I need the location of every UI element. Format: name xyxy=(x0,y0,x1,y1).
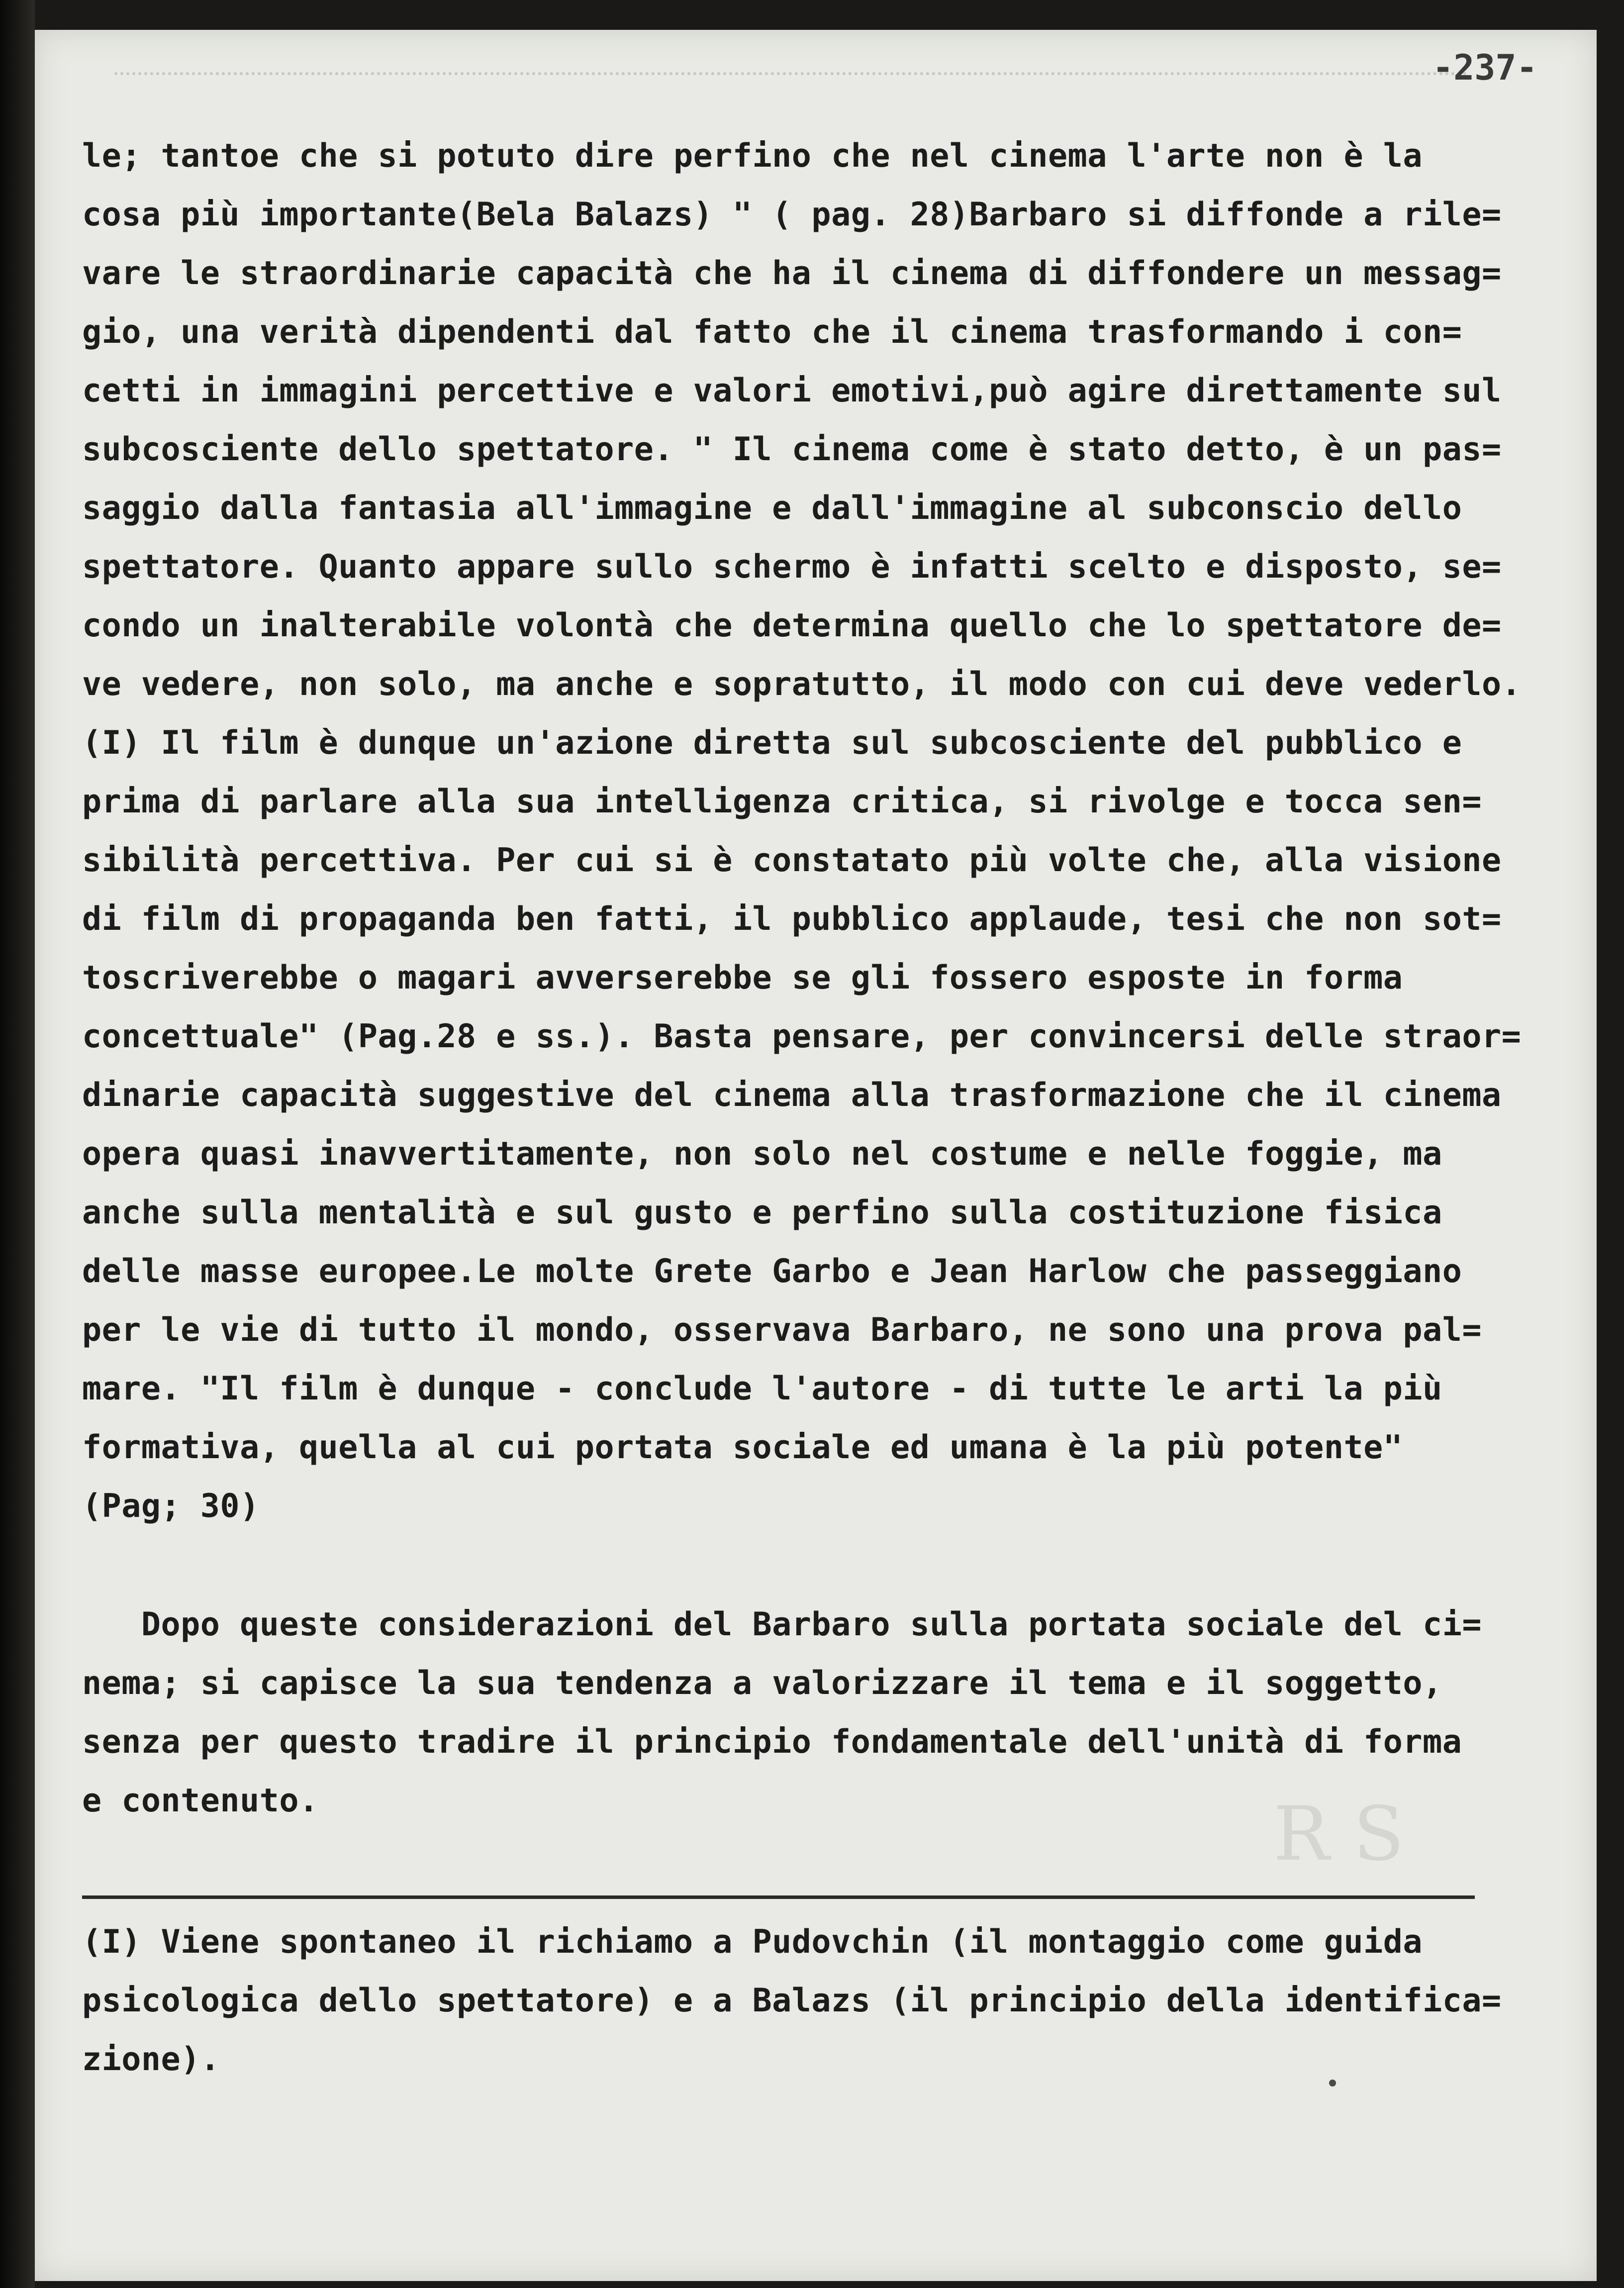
paragraph-gap xyxy=(82,1536,1549,1595)
text-line: formativa, quella al cui portata sociale ed umana è la più potente" xyxy=(82,1429,1403,1466)
text-line: senza per questo tradire il principio fondamentale dell'unità di forma xyxy=(82,1723,1462,1761)
faint-header-strip xyxy=(114,72,1467,82)
footnote-line: (I) Viene spontaneo il richiamo a Pudovchin (il montaggio come guida xyxy=(82,1923,1423,1961)
binding-shadow xyxy=(0,0,35,2288)
footnote-block xyxy=(82,1913,1549,2089)
page-number: -237- xyxy=(1433,47,1537,88)
text-line: ve vedere, non solo, ma anche e sopratutto, il modo con cui deve vederlo. xyxy=(82,666,1522,703)
text-line: condo un inalterabile volontà che determina quello che lo spettatore de= xyxy=(82,607,1502,644)
text-line: cetti in immagini percettive e valori emotivi,può agire direttamente sul xyxy=(82,372,1502,409)
text-line: nema; si capisce la sua tendenza a valorizzare il tema e il soggetto, xyxy=(82,1665,1442,1702)
text-line: opera quasi inavvertitamente, non solo nel costume e nelle foggie, ma xyxy=(82,1135,1442,1173)
footnote-divider xyxy=(82,1895,1475,1899)
text-line: Dopo queste considerazioni del Barbaro sulla portata sociale del ci= xyxy=(82,1606,1482,1643)
text-line: per le vie di tutto il mondo, osservava Barbaro, ne sono una prova pal= xyxy=(82,1311,1482,1349)
main-text-block xyxy=(82,127,1549,1830)
text-line: subcosciente dello spettatore. " Il cinema come è stato detto, è un pas= xyxy=(82,431,1502,468)
text-line: (I) Il film è dunque un'azione diretta sul subcosciente del pubblico e xyxy=(82,724,1462,762)
text-line: vare le straordinarie capacità che ha il cinema di diffondere un messag= xyxy=(82,255,1502,292)
text-line: mare. "Il film è dunque - conclude l'autore - di tutte le arti la più xyxy=(82,1370,1442,1407)
text-line: anche sulla mentalità e sul gusto e perfino sulla costituzione fisica xyxy=(82,1194,1442,1231)
text-line: le; tantoe che si potuto dire perfino che nel cinema l'arte non è la xyxy=(82,137,1423,175)
footnote-line: zione). xyxy=(82,2041,220,2078)
text-line: dinarie capacità suggestive del cinema alla trasformazione che il cinema xyxy=(82,1077,1502,1114)
text-line: e contenuto. xyxy=(82,1782,319,1819)
text-line: (Pag; 30) xyxy=(82,1488,260,1525)
text-line: sibilità percettiva. Per cui si è constatato più volte che, alla visione xyxy=(82,842,1502,879)
text-line: prima di parlare alla sua intelligenza critica, si rivolge e tocca sen= xyxy=(82,783,1482,820)
text-line: toscriverebbe o magari avverserebbe se gli fossero esposte in forma xyxy=(82,959,1403,996)
text-line: saggio dalla fantasia all'immagine e dall'immagine al subconscio dello xyxy=(82,490,1462,527)
text-line: gio, una verità dipendenti dal fatto che il cinema trasformando i con= xyxy=(82,313,1462,351)
footnote-line: psicologica dello spettatore) e a Balazs (il principio della identifica= xyxy=(82,1982,1502,2019)
faint-stamp: R S xyxy=(1273,1791,1405,1878)
text-line: concettuale" (Pag.28 e ss.). Basta pensare, per convincersi delle straor= xyxy=(82,1018,1522,1055)
text-line: cosa più importante(Bela Balazs) " ( pag. 28)Barbaro si diffonde a rile= xyxy=(82,196,1502,233)
text-line: delle masse europee.Le molte Grete Garbo e Jean Harlow che passeggiano xyxy=(82,1253,1462,1290)
text-line: spettatore. Quanto appare sullo schermo è infatti scelto e disposto, se= xyxy=(82,548,1502,586)
text-line: di film di propaganda ben fatti, il pubblico applaude, tesi che non sot= xyxy=(82,900,1502,938)
ink-dot xyxy=(1329,2080,1336,2087)
